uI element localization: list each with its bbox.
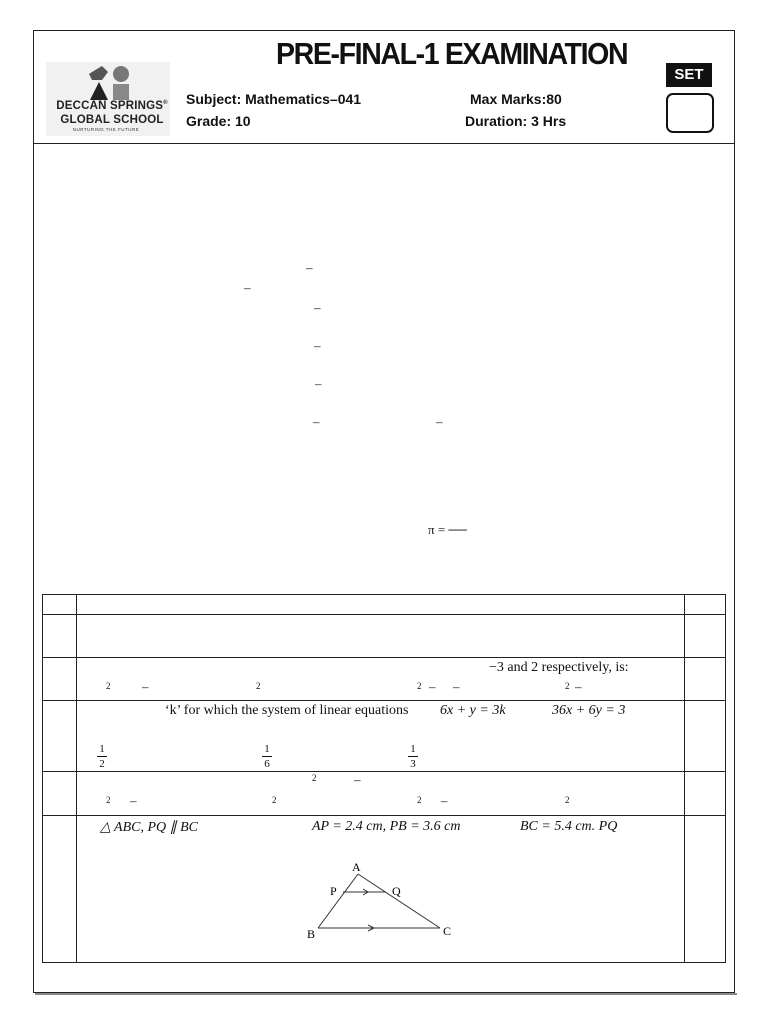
school-tagline: NURTURING THE FUTURE xyxy=(72,127,140,132)
q4-option-b-exponent: 2 xyxy=(272,795,277,805)
vertex-a-label: A xyxy=(352,860,361,874)
q2-option-d-exponent: 2 xyxy=(565,681,570,691)
duration-label: Duration: 3 Hrs xyxy=(465,113,567,129)
q2-option-a-minus: – xyxy=(142,679,149,694)
q4-option-d-exponent: 2 xyxy=(565,795,570,805)
pi-value: π = ── xyxy=(428,522,467,537)
question-3-equation-1: 6x + y = 3k xyxy=(440,703,506,718)
q3-option-b-fraction: 1 6 xyxy=(262,743,272,770)
q4-option-c-exponent: 2 xyxy=(417,795,422,805)
q3-option-a-fraction: 1 2 xyxy=(97,743,107,770)
q4-option-c-minus: – xyxy=(441,793,448,808)
q2-option-c-minus: – xyxy=(453,679,460,694)
instruction-dash: – xyxy=(436,414,443,429)
subject-label: Subject: Mathematics–041 xyxy=(186,91,362,107)
q4-option-a-exponent: 2 xyxy=(106,795,111,805)
vertex-b-label: B xyxy=(307,927,316,941)
q3-option-c-fraction: 1 3 xyxy=(408,743,418,770)
point-q-label: Q xyxy=(392,884,401,898)
question-3-equation-2: 36x + 6y = 3 xyxy=(552,703,626,718)
q4-exponent: 2 xyxy=(312,773,317,783)
instruction-dash: – xyxy=(313,414,320,429)
instruction-dash: – xyxy=(314,338,321,353)
vertex-c-label: C xyxy=(443,924,452,938)
school-name-line2: GLOBAL SCHOOL xyxy=(60,114,164,126)
q2-option-a-exponent: 2 xyxy=(106,681,111,691)
q4-minus: – xyxy=(354,772,361,787)
q2-option-c-minus: – xyxy=(429,679,436,694)
set-number-box xyxy=(666,93,714,133)
max-marks-label: Max Marks:80 xyxy=(470,91,562,107)
set-label: SET xyxy=(666,63,712,87)
school-name-line1: DECCAN SPRINGS® xyxy=(56,100,168,112)
q4-option-a-minus: – xyxy=(130,793,137,808)
instruction-dash: – xyxy=(314,300,321,315)
side-ac xyxy=(358,874,440,928)
page-shadow xyxy=(35,993,737,995)
q2-option-b-exponent: 2 xyxy=(256,681,261,691)
point-p-label: P xyxy=(330,884,337,898)
instruction-dash: – xyxy=(306,260,313,275)
question-5-bc: BC = 5.4 cm. PQ xyxy=(520,819,618,834)
grade-label: Grade: 10 xyxy=(186,113,251,129)
triangle-figure xyxy=(300,858,460,942)
q2-option-c-exponent: 2 xyxy=(417,681,422,691)
exam-title: PRE-FINAL-1 EXAMINATION xyxy=(276,36,628,71)
side-ab xyxy=(318,874,358,928)
question-2-text: −3 and 2 respectively, is: xyxy=(489,660,629,675)
q2-option-d-minus: – xyxy=(575,679,582,694)
instruction-dash: – xyxy=(244,280,251,295)
question-5-given: △ ABC, PQ ∥ BC xyxy=(100,820,199,835)
header-divider xyxy=(33,143,735,144)
instruction-dash: – xyxy=(315,376,322,391)
question-5-lengths: AP = 2.4 cm, PB = 3.6 cm xyxy=(312,819,461,834)
question-3-text: ‘k’ for which the system of linear equations xyxy=(165,703,409,718)
